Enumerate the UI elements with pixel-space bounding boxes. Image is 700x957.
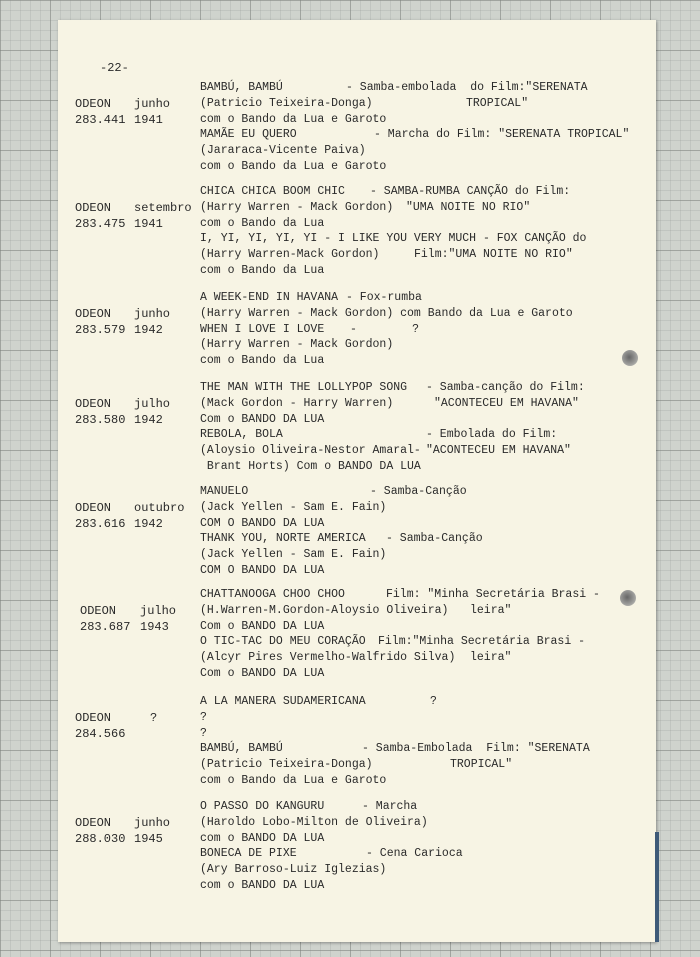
track-line: THANK YOU, NORTE AMERICA [200, 532, 366, 546]
release-year: 1941 [134, 217, 163, 231]
track-line: BAMBÚ, BAMBÚ [200, 81, 283, 94]
track-line: WHEN I LOVE I LOVE [200, 322, 325, 336]
track-line: Brant Horts) Com o BANDO DA LUA [200, 459, 421, 473]
track-line: com o Bando da Lua [200, 216, 325, 230]
track-line: com o BANDO DA LUA [200, 831, 325, 845]
catalog-number: 283.580 [75, 413, 126, 427]
track-line: (Ary Barroso-Luiz Iglezias) [200, 863, 387, 877]
track-note: - Embolada do Film: [426, 428, 558, 442]
release-month: junho [134, 307, 171, 321]
track-line: (Alcyr Pires Vermelho-Walfrido Silva) [200, 651, 456, 665]
track-note: TROPICAL" [466, 96, 529, 110]
track-note: - Samba-Canção [386, 532, 483, 546]
catalog-label: ODEON [75, 201, 112, 215]
track-line: com o BANDO DA LUA [200, 878, 325, 892]
track-line: com o Bando da Lua [200, 354, 325, 368]
track-line: MAMÃE EU QUERO [200, 128, 297, 142]
track-line: (Patricio Teixeira-Donga) [200, 96, 373, 110]
track-line: (Jack Yellen - Sam E. Fain) [200, 548, 387, 562]
page-edge-strip [655, 832, 659, 942]
track-note: - Marcha [362, 800, 418, 813]
track-line: I, YI, YI, YI, YI - I LIKE YOU VERY MUCH - FOX CANÇÃO do [200, 232, 587, 246]
track-line: COM O BANDO DA LUA [200, 563, 325, 577]
release-month: outubro [134, 501, 185, 515]
catalog-number: 288.030 [75, 832, 126, 846]
track-line: com o Bando da Lua e Garoto [200, 112, 387, 126]
track-note: - Fox-rumba [346, 291, 422, 304]
track-line: O TIC-TAC DO MEU CORAÇÃO [200, 635, 366, 649]
catalog-label: ODEON [75, 307, 112, 321]
catalog-number: 284.566 [75, 727, 126, 741]
track-line: A LA MANERA SUDAMERICANA [200, 695, 366, 708]
track-line: (Haroldo Lobo-Milton de Oliveira) [200, 815, 428, 829]
release-year: 1942 [134, 323, 163, 337]
track-line: (Harry Warren - Mack Gordon) com Bando da Lua e Garoto [200, 306, 573, 320]
track-line: THE MAN WITH THE LOLLYPOP SONG [200, 381, 408, 394]
catalog-label: ODEON [80, 604, 117, 618]
track-line: BONECA DE PIXE [200, 847, 297, 861]
track-line: ? [200, 726, 207, 740]
track-note: TROPICAL" [450, 758, 513, 772]
track-note: leira" [470, 603, 512, 617]
track-line: Com o BANDO DA LUA [200, 619, 325, 633]
track-note: "UMA NOITE NO RIO" [406, 200, 531, 214]
track-line: CHATTANOOGA CHOO CHOO [200, 588, 345, 601]
track-line: REBOLA, BOLA [200, 428, 283, 442]
track-line: COM O BANDO DA LUA [200, 516, 325, 530]
release-year: 1942 [134, 517, 163, 531]
track-note: "ACONTECEU EM HAVANA" [426, 444, 571, 458]
track-line: (Jack Yellen - Sam E. Fain) [200, 500, 387, 514]
catalog-label: ODEON [75, 711, 112, 725]
catalog-number: 283.616 [75, 517, 126, 531]
release-year: 1943 [140, 620, 169, 634]
track-listing [200, 80, 630, 175]
track-note: Film: "Minha Secretária Brasi - [386, 588, 600, 601]
track-line: (Patricio Teixeira-Donga) [200, 758, 373, 772]
track-listing [200, 380, 585, 475]
punch-hole [622, 350, 638, 366]
page-number: -22- [100, 61, 129, 75]
track-line: ? [200, 710, 207, 724]
track-line: (Harry Warren-Mack Gordon) [200, 248, 380, 262]
track-note: - SAMBA-RUMBA CANÇÃO do Film: [370, 185, 571, 198]
release-year: 1945 [134, 832, 163, 846]
track-listing [200, 587, 600, 682]
track-line: (Aloysio Oliveira-Nestor Amaral- [200, 444, 421, 458]
track-note: ? [430, 695, 437, 708]
track-listing [200, 484, 483, 579]
release-month: junho [134, 816, 171, 830]
release-month: setembro [134, 201, 192, 215]
punch-hole [620, 590, 636, 606]
track-line: (Harry Warren - Mack Gordon) [200, 200, 394, 214]
catalog-label: ODEON [75, 97, 112, 111]
track-line: (Jararaca-Vicente Paiva) [200, 144, 366, 158]
track-listing [200, 290, 573, 369]
track-line: com o Bando da Lua [200, 263, 325, 277]
track-note: Film:"UMA NOITE NO RIO" [414, 248, 573, 262]
track-note: - Samba-Embolada Film: "SERENATA [362, 742, 590, 756]
track-line: A WEEK-END IN HAVANA [200, 291, 339, 304]
catalog-number: 283.687 [80, 620, 131, 634]
release-month: julho [134, 397, 171, 411]
release-year: 1941 [134, 113, 163, 127]
track-listing [200, 799, 463, 894]
catalog-label: ODEON [75, 501, 112, 515]
catalog-label: ODEON [75, 816, 112, 830]
track-listing [200, 184, 586, 279]
release-month: julho [140, 604, 177, 618]
catalog-number: 283.441 [75, 113, 126, 127]
release-month: junho [134, 97, 171, 111]
track-line: Com o BANDO DA LUA [200, 412, 325, 426]
track-line: MANUELO [200, 485, 249, 498]
track-line: com o Bando da Lua e Garoto [200, 773, 387, 787]
track-note: - Samba-Canção [370, 485, 467, 498]
track-line: (H.Warren-M.Gordon-Aloysio Oliveira) [200, 603, 449, 617]
release-month: ? [150, 711, 158, 725]
track-line: com o Bando da Lua e Garoto [200, 159, 387, 173]
track-note: - Samba-embolada do Film:"SERENATA [346, 81, 588, 94]
track-line: BAMBÚ, BAMBÚ [200, 742, 283, 756]
track-line: Com o BANDO DA LUA [200, 666, 325, 680]
track-note: - ? [350, 322, 420, 336]
track-note: "ACONTECEU EM HAVANA" [434, 396, 579, 410]
track-note: - Cena Carioca [366, 847, 463, 861]
track-note: - Marcha do Film: "SERENATA TROPICAL" [374, 128, 630, 142]
track-line: (Mack Gordon - Harry Warren) [200, 396, 394, 410]
track-note: - Samba-canção do Film: [426, 381, 585, 394]
track-note: leira" [470, 651, 512, 665]
track-note: Film:"Minha Secretária Brasi - [378, 635, 586, 649]
track-line: O PASSO DO KANGURU [200, 800, 325, 813]
track-line: CHICA CHICA BOOM CHIC [200, 185, 345, 198]
track-listing [200, 694, 590, 789]
track-line: (Harry Warren - Mack Gordon) [200, 338, 394, 352]
catalog-number: 283.475 [75, 217, 126, 231]
document-page [58, 20, 656, 942]
catalog-number: 283.579 [75, 323, 126, 337]
catalog-label: ODEON [75, 397, 112, 411]
release-year: 1942 [134, 413, 163, 427]
